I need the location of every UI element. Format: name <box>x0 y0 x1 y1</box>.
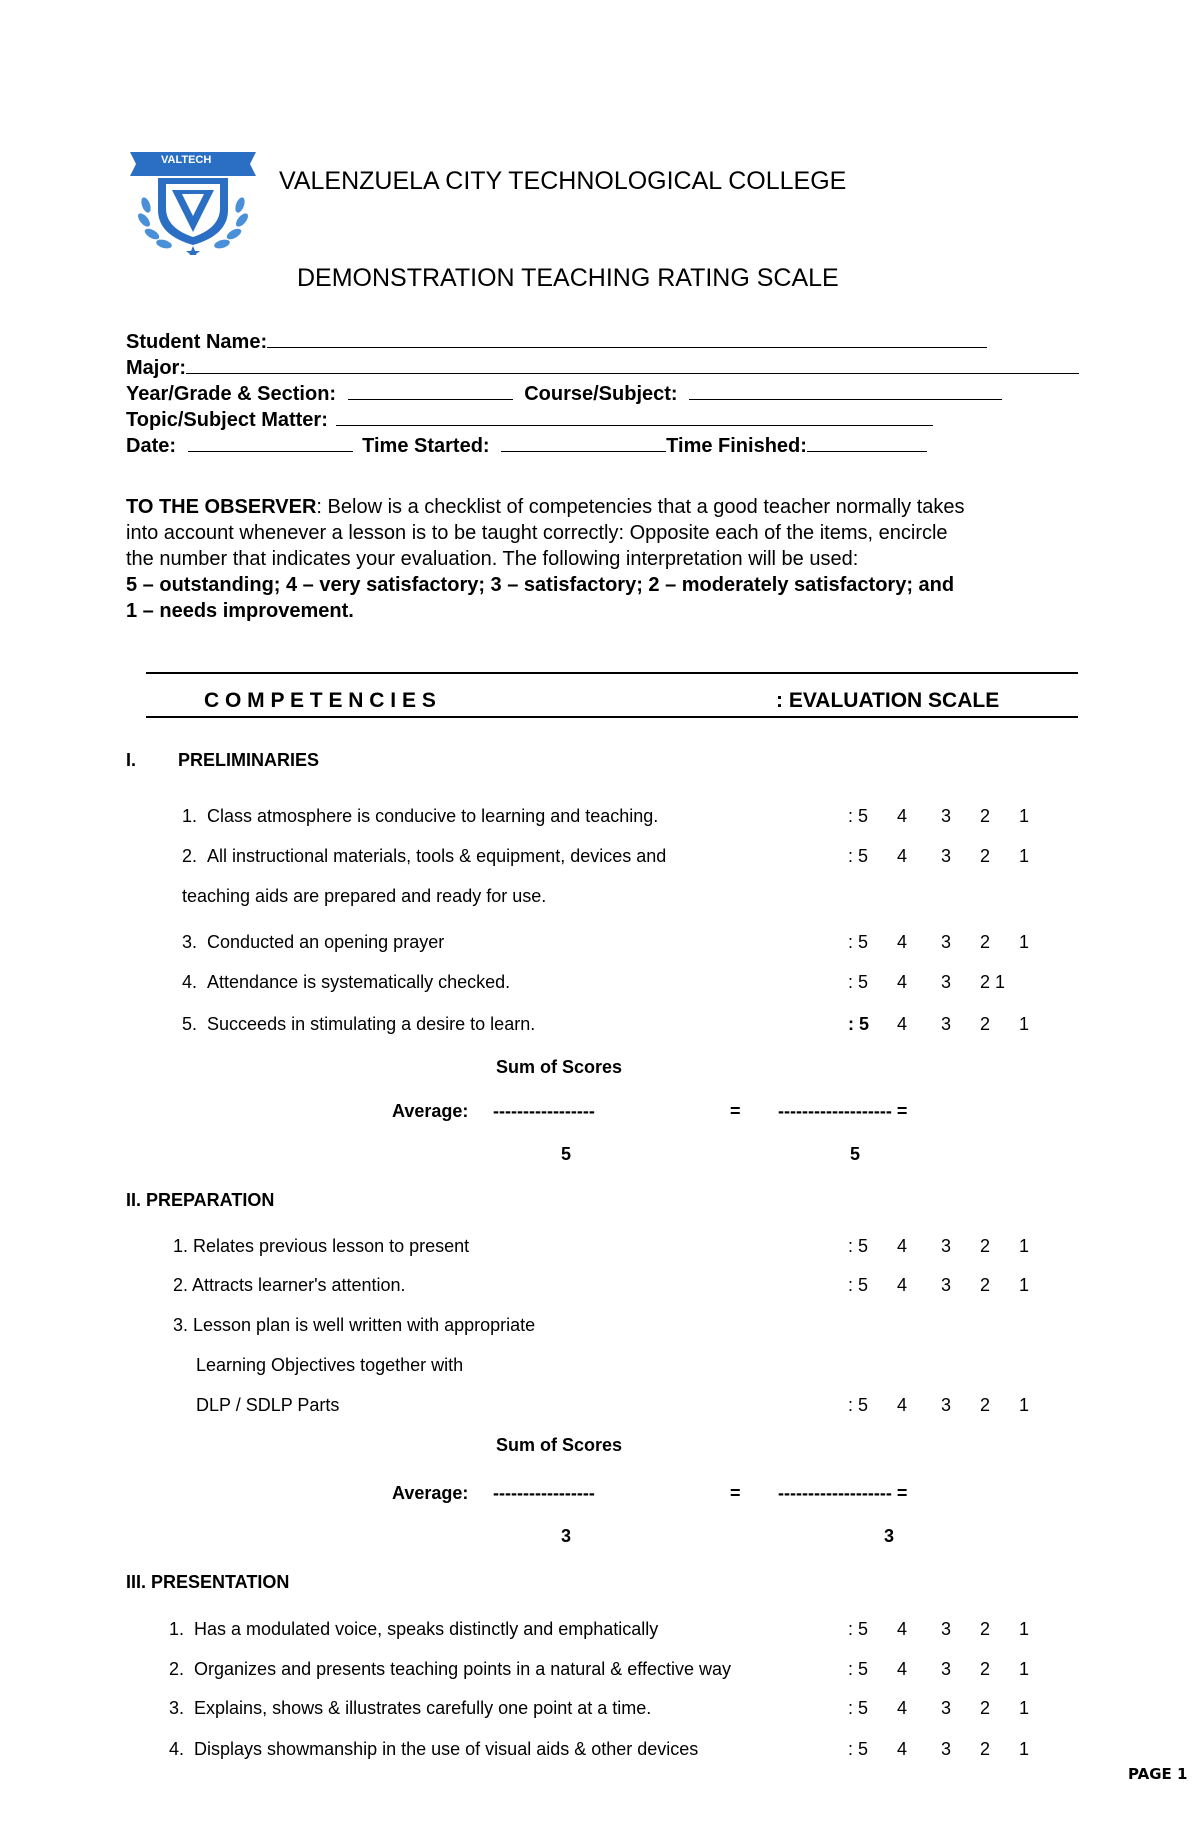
prep-item-2: 2. Attracts learner's attention. <box>173 1275 406 1295</box>
date-label: Date: <box>126 435 177 457</box>
field-topic <box>126 407 933 432</box>
prep-item-1: 1. Relates previous lesson to present <box>173 1236 470 1256</box>
prelim-item-2-cont: teaching aids are prepared and ready for use. <box>182 886 547 906</box>
header-rule-bottom <box>146 716 1078 718</box>
header-rule-top <box>146 672 1078 674</box>
section-i-title: PRELIMINARIES <box>178 750 320 770</box>
time-started-label: Time Started: <box>362 435 490 457</box>
average-equals: = <box>730 1101 741 1121</box>
scale-legend-line2: 1 – needs improvement. <box>126 600 354 622</box>
average-dashes-left: ----------------- <box>493 1101 595 1121</box>
average-dashes-right: ------------------- = <box>778 1483 908 1503</box>
time-finished-label: Time Finished: <box>666 435 807 457</box>
average-label: Average: <box>392 1483 469 1503</box>
prep-item-3-cont2: DLP / SDLP Parts <box>196 1395 340 1415</box>
average-divisor-left: 3 <box>561 1526 572 1546</box>
course-subject-line[interactable] <box>689 381 1002 400</box>
major-line[interactable] <box>186 355 1079 374</box>
prelim-item-5: 5. Succeeds in stimulating a desire to learn. <box>182 1014 536 1034</box>
logo-text: VALTECH <box>161 154 212 166</box>
topic-line[interactable] <box>336 407 933 426</box>
prelim-item-1: 1. Class atmosphere is conducive to learning and teaching. <box>182 806 659 826</box>
section-iii-title: III. PRESENTATION <box>126 1572 290 1592</box>
field-date-time <box>126 433 927 458</box>
field-student-name <box>126 329 987 354</box>
year-section-label: Year/Grade & Section: <box>126 383 337 405</box>
course-subject-label: Course/Subject: <box>524 383 678 405</box>
average-label: Average: <box>392 1101 469 1121</box>
field-major <box>126 355 1079 380</box>
average-divisor-right: 3 <box>884 1526 895 1546</box>
section-i-number: I. <box>126 750 137 770</box>
prelim-item-3: 3. Conducted an opening prayer <box>182 932 445 952</box>
pres-item-3: 3. Explains, shows & illustrates carefully one point at a time. <box>169 1698 652 1718</box>
college-name: VALENZUELA CITY TECHNOLOGICAL COLLEGE <box>279 167 847 195</box>
average-divisor-right: 5 <box>850 1144 861 1164</box>
topic-label: Topic/Subject Matter: <box>126 409 328 431</box>
student-name-line[interactable] <box>267 329 987 348</box>
field-year-section <box>126 381 1002 406</box>
prelim-item-2: 2. All instructional materials, tools & equipment, devices and <box>182 846 667 866</box>
evaluation-scale-header: : EVALUATION SCALE <box>776 689 1000 712</box>
pres-item-1: 1. Has a modulated voice, speaks distinctly and emphatically <box>169 1619 659 1639</box>
pres-item-4: 4. Displays showmanship in the use of visual aids & other devices <box>169 1739 699 1759</box>
average-divisor-left: 5 <box>561 1144 572 1164</box>
instructions-line2: into account whenever a lesson is to be taught correctly: Opposite each of the items, encircle <box>126 522 948 544</box>
section-ii-title: II. PREPARATION <box>126 1190 275 1210</box>
observer-lead: TO THE OBSERVER <box>126 496 317 518</box>
pres-item-2: 2. Organizes and presents teaching points in a natural & effective way <box>169 1659 732 1679</box>
sum-of-scores-label: Sum of Scores <box>496 1057 623 1077</box>
major-label: Major: <box>126 357 186 379</box>
date-line[interactable] <box>188 433 353 452</box>
time-started-line[interactable] <box>501 433 666 452</box>
prelim-item-4: 4. Attendance is systematically checked. <box>182 972 511 992</box>
year-section-line[interactable] <box>348 381 513 400</box>
instructions-line3: the number that indicates your evaluation. The following interpretation will be used: <box>126 548 859 570</box>
instructions-text1: : Below is a checklist of competencies that a good teacher normally takes <box>316 496 965 518</box>
sum-of-scores-label: Sum of Scores <box>496 1435 623 1455</box>
average-dashes-left: ----------------- <box>493 1483 595 1503</box>
instructions-line1 <box>126 496 965 519</box>
scale-legend-line1: 5 – outstanding; 4 – very satisfactory; 3 – satisfactory; 2 – moderately satisfactory; and <box>126 574 955 596</box>
average-dashes-right: ------------------- = <box>778 1101 908 1121</box>
prep-item-3-cont1: Learning Objectives together with <box>196 1355 464 1375</box>
time-finished-line[interactable] <box>807 433 927 452</box>
page-number: PAGE 1 <box>1128 1765 1188 1783</box>
prep-item-3: 3. Lesson plan is well written with appropriate <box>173 1315 536 1335</box>
form-title: DEMONSTRATION TEACHING RATING SCALE <box>297 264 839 292</box>
student-name-label: Student Name: <box>126 331 268 353</box>
average-equals: = <box>730 1483 741 1503</box>
competencies-header: C O M P E T E N C I E S <box>204 689 436 712</box>
